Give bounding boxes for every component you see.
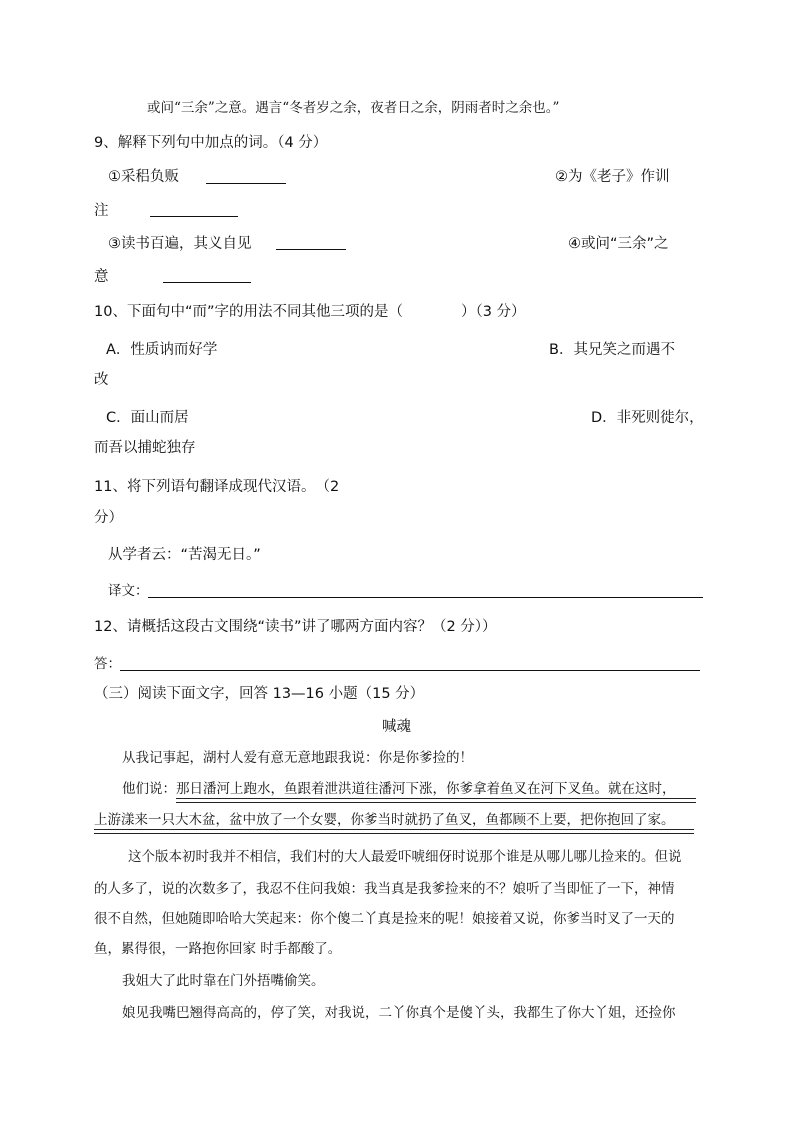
top-quote: 或问“三余”之意。遇言“冬者岁之余，夜者日之余，阴雨者时之余也。” xyxy=(147,100,560,116)
passage-p3-line1: 这个版本初时我并不相信，我们村的大人最爱吓唬细伢时说那个谁是从哪儿哪儿捡来的。但说 xyxy=(128,849,682,865)
passage-title: 喊魂 xyxy=(382,719,411,735)
q10-option-d-cont: 而吾以捕蛇独存 xyxy=(94,440,196,456)
q9-item2-cont: 注 xyxy=(94,203,109,219)
q9-blank4[interactable] xyxy=(163,282,251,283)
q9-item2: ②为《老子》作训 xyxy=(555,169,670,185)
section3-title: （三）阅读下面文字，回答 13—16 小题（15 分） xyxy=(94,686,425,702)
underline-1 xyxy=(176,798,696,799)
q9-blank2[interactable] xyxy=(150,216,238,217)
passage-p2-line1: 他们说：那日潘河上跑水，鱼跟着泄洪道往潘河下涨，你爹拿着鱼叉在河下叉鱼。就在这时， xyxy=(122,781,676,797)
q9-blank3[interactable] xyxy=(276,249,346,250)
q10-option-b: B．其兄笑之而遇不 xyxy=(549,342,675,358)
passage-p5: 娘见我嘴巴翘得高高的，停了笑，对我说，二丫你真个是傻丫头，我都生了你大丫姐，还捡你 xyxy=(122,1005,676,1021)
q9-item3: ③读书百遍，其义自见 xyxy=(108,236,252,252)
passage-p1: 从我记事起，湖村人爱有意无意地跟我说：你是你爹捡的！ xyxy=(122,750,473,766)
q11-answer-label: 译文： xyxy=(108,583,149,599)
passage-p2-line2: 上游漾来一只大木盆，盆中放了一个女婴，你爹当时就扔了鱼叉，鱼都顾不上要，把你抱回了家。 xyxy=(94,812,675,828)
q11-title-cont: 分） xyxy=(94,510,123,526)
q10-option-b-cont: 改 xyxy=(94,372,109,388)
q10-title: 10、下面句中“而”字的用法不同其他三项的是（ ）（3 分） xyxy=(94,304,526,320)
q9-title: 9、解释下列句中加点的词。（4 分） xyxy=(94,135,328,151)
underline-2 xyxy=(176,802,696,803)
q9-blank1[interactable] xyxy=(206,183,286,184)
underline-4 xyxy=(94,833,694,834)
underline-3 xyxy=(94,829,694,830)
q10-option-a: A．性质讷而好学 xyxy=(106,342,218,358)
q9-item4-cont: 意 xyxy=(94,269,109,285)
q10-option-d: D．非死则徙尔， xyxy=(591,410,704,426)
q9-item4: ④或问“三余”之 xyxy=(568,236,669,252)
passage-p4: 我姐大了此时靠在门外捂嘴偷笑。 xyxy=(122,973,325,989)
q12-answer-line[interactable] xyxy=(120,670,700,671)
passage-p3-line2: 的人多了，说的次数多了，我忍不住问我娘：我当真是我爹捡来的不？娘听了当即怔了一下，神情 xyxy=(94,881,675,897)
passage-p3-line3: 很不自然，但她随即哈哈大笑起来：你个傻二丫真是捡来的呢！娘接着又说，你爹当时叉了一天的 xyxy=(94,911,675,927)
q9-item1: ①采稆负贩 xyxy=(108,169,179,185)
q11-title: 11、将下列语句翻译成现代汉语。 （2 xyxy=(94,479,340,495)
q12-title: 12、请概括这段古文围绕“读书”讲了哪两方面内容？（2 分）） xyxy=(94,619,497,635)
q10-option-c: C．面山而居 xyxy=(106,410,189,426)
passage-p3-line4: 鱼，累得很，一路抱你回家 时手都酸了。 xyxy=(94,941,342,957)
q11-answer-line[interactable] xyxy=(148,597,703,598)
q11-sentence: 从学者云：“苦渴无日。” xyxy=(108,547,261,563)
q12-answer-label: 答： xyxy=(94,656,121,672)
